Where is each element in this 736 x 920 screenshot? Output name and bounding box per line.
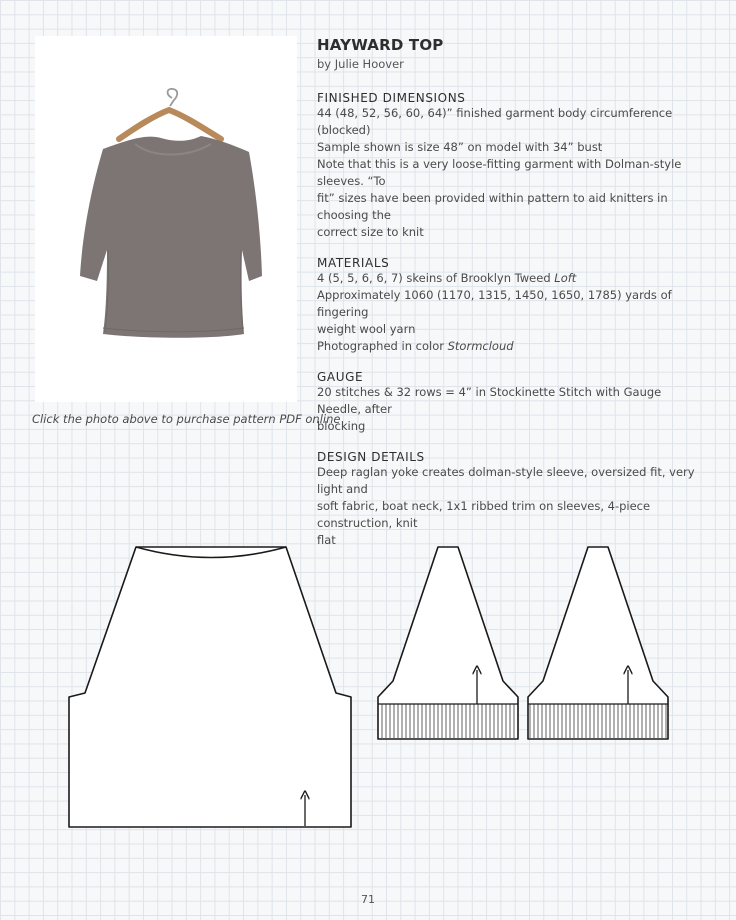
- materials-line: [317, 338, 707, 355]
- designer-byline: by Julie Hoover: [317, 57, 404, 71]
- yarn-name: Loft: [554, 271, 577, 285]
- page-number: 71: [361, 893, 375, 906]
- gauge-line: 20 stitches & 32 rows = 4” in Stockinette Stitch with Gauge Needle, after: [317, 385, 662, 416]
- materials-heading: MATERIALS: [317, 256, 390, 270]
- design-line: Deep raglan yoke creates dolman-style sleeve, oversized fit, very light and: [317, 465, 695, 496]
- sleeve-piece-schematic-left: [378, 547, 518, 739]
- sweater-photo-image: [35, 36, 297, 402]
- finished-line: Sample shown is size 48” on model with 34” bust: [317, 140, 603, 154]
- title-bold: HAYWARD: [317, 36, 404, 54]
- design-line: flat: [317, 533, 336, 547]
- garment-schematic: [0, 530, 736, 840]
- body-piece-schematic: [69, 547, 351, 827]
- pattern-photo[interactable]: [35, 36, 297, 402]
- pattern-info: [317, 36, 707, 549]
- color-name: Stormcloud: [447, 339, 514, 353]
- materials-line: [317, 270, 707, 287]
- gauge-heading: GAUGE: [317, 370, 364, 384]
- gauge-line: blocking: [317, 419, 366, 433]
- finished-line: fit” sizes have been provided within pattern to aid knitters in choosing the: [317, 191, 668, 222]
- materials-text: 4 (5, 5, 6, 6, 7) skeins of Brooklyn Tweed: [317, 271, 555, 285]
- materials-line: weight wool yarn: [317, 322, 416, 336]
- finished-line: correct size to knit: [317, 225, 424, 239]
- materials-line: Approximately 1060 (1170, 1315, 1450, 1650, 1785) yards of fingering: [317, 288, 672, 319]
- design-details-heading: DESIGN DETAILS: [317, 450, 425, 464]
- sleeve-piece-schematic-right: [528, 547, 668, 739]
- pattern-title: [317, 36, 707, 54]
- materials-text: Photographed in color: [317, 339, 448, 353]
- finished-line: Note that this is a very loose-fitting garment with Dolman-style sleeves. “To: [317, 157, 682, 188]
- title-light: TOP: [408, 36, 444, 54]
- design-line: soft fabric, boat neck, 1x1 ribbed trim on sleeves, 4-piece construction, knit: [317, 499, 651, 530]
- finished-line: 44 (48, 52, 56, 60, 64)” finished garment body circumference (blocked): [317, 106, 673, 137]
- photo-caption: Click the photo above to purchase pattern PDF online: [32, 412, 341, 426]
- finished-dimensions-heading: FINISHED DIMENSIONS: [317, 91, 466, 105]
